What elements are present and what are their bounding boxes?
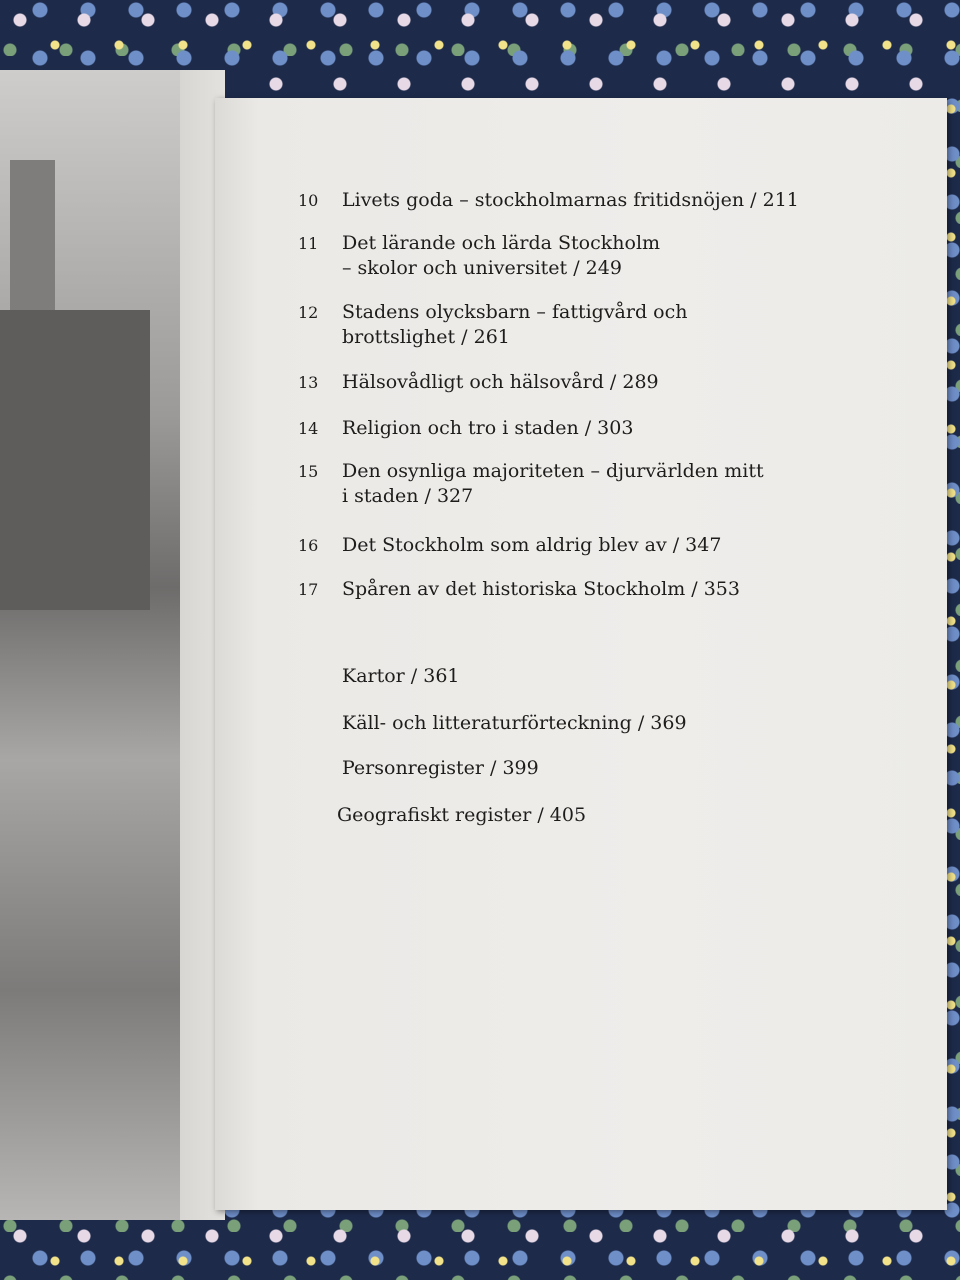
table-of-contents-page [215,98,947,1210]
title-line: – skolor och universitet / 249 [342,257,622,279]
appendix-title: Käll- och litteraturförteckning / 369 [342,712,687,734]
title-line: Det lärande och lärda Stockholm [342,232,661,254]
chapter-number: 15 [298,462,319,481]
chapter-title: Hälsovådligt och hälsovård / 289 [342,371,659,393]
chapter-title: Livets goda – stockholmarnas fritidsnöjen / 211 [342,189,799,211]
appendix-title: Kartor / 361 [342,665,460,687]
chapter-number: 11 [298,234,319,253]
building-engraving [0,310,150,610]
title-line: i staden / 327 [342,485,474,507]
appendix-title: Personregister / 399 [342,757,539,779]
chapter-number: 17 [298,580,319,599]
chapter-title [342,231,660,281]
church-tower-engraving [10,160,55,320]
title-line: Den osynliga majoriteten – djurvärlden mitt [342,460,764,482]
chapter-number: 14 [298,419,319,438]
chapter-title: Spåren av det historiska Stockholm / 353 [342,578,740,600]
appendix-title: Geografiskt register / 405 [337,804,587,826]
chapter-number: 10 [298,191,319,210]
chapter-title [342,300,688,350]
chapter-number: 13 [298,373,319,392]
chapter-number: 16 [298,536,319,555]
chapter-number: 12 [298,303,319,322]
title-line: brottslighet / 261 [342,326,510,348]
left-page-illustration [0,70,225,1220]
title-line: Stadens olycksbarn – fattigvård och [342,301,688,323]
chapter-title: Religion och tro i staden / 303 [342,417,634,439]
chapter-title [342,459,764,509]
chapter-title: Det Stockholm som aldrig blev av / 347 [342,534,722,556]
